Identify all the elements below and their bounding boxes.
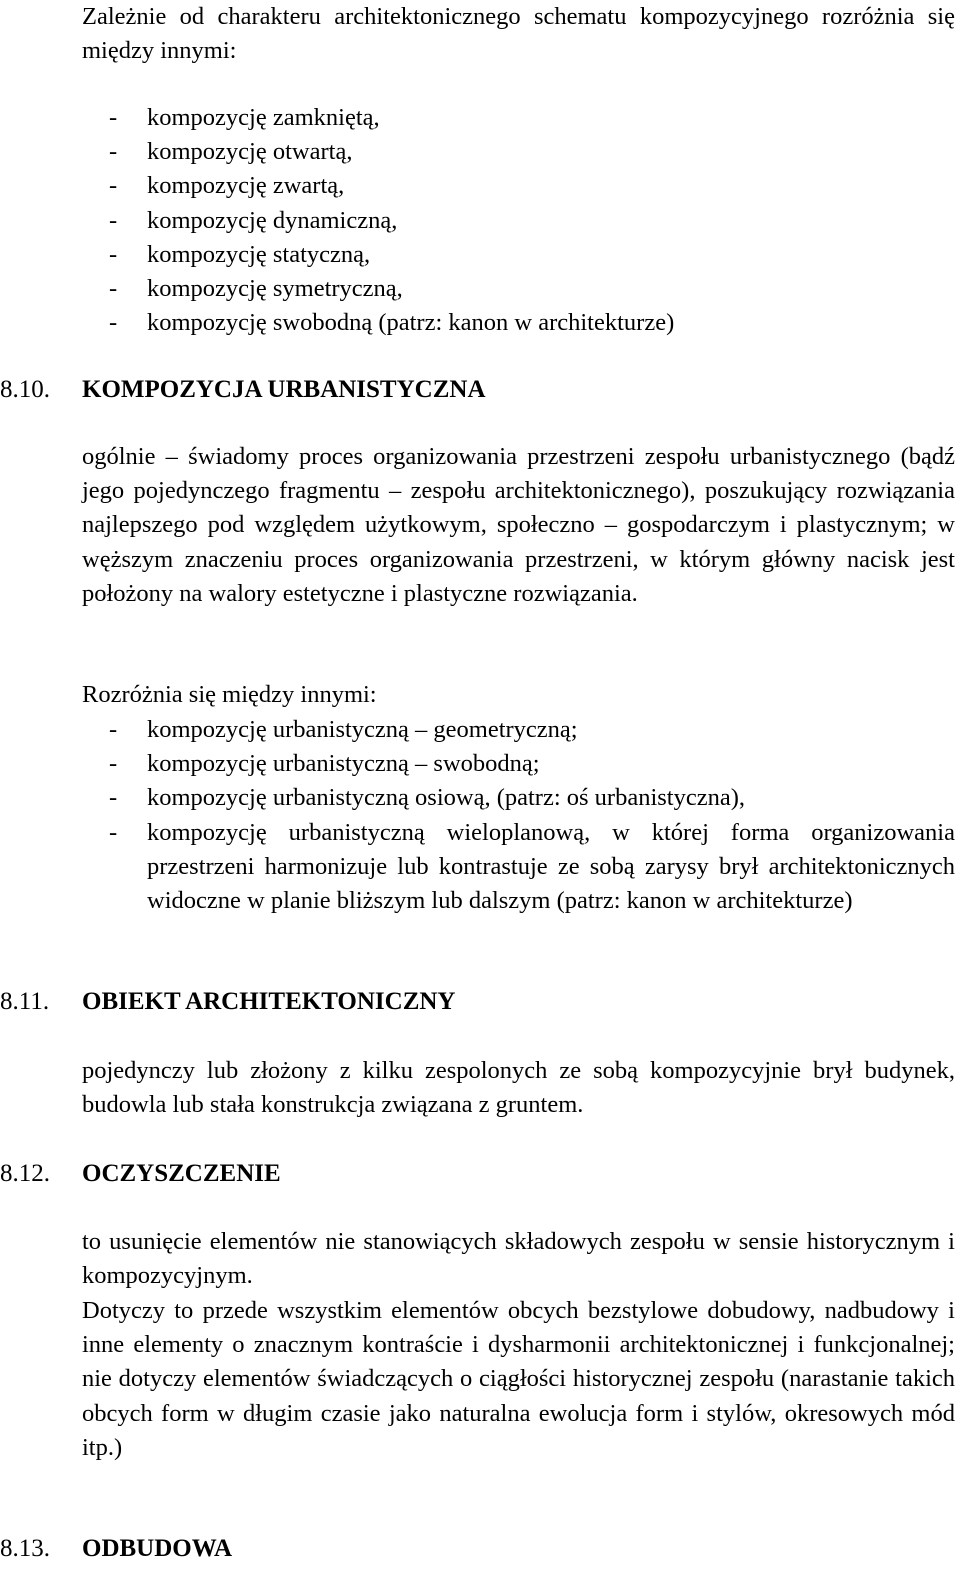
intro-paragraph: Zależnie od charakteru architektonicznego schematu kompozycyjnego rozróżnia się między innymi: xyxy=(82,3,955,65)
section-number: 8.10. xyxy=(0,376,50,403)
list-marker: - xyxy=(109,172,118,200)
list-item: - kompozycję urbanistyczną wieloplanową, w której forma organizowania przestrzeni harmonizuje lub kontrastuje ze sobą zarysy brył architektonicznych widoczne w planie bliższym lub dalszym (patrz: kanon w architekturze) xyxy=(109,816,955,919)
list-marker: - xyxy=(109,784,118,812)
list-item: - kompozycję urbanistyczną – geometryczną; xyxy=(109,713,955,747)
urban-composition-list xyxy=(109,713,955,918)
composition-types-list xyxy=(109,101,955,340)
list-item: - kompozycję symetryczną, xyxy=(109,272,955,306)
list-item: - kompozycję urbanistyczną – swobodną; xyxy=(109,747,955,781)
list-marker: - xyxy=(109,309,118,337)
list-marker: - xyxy=(109,818,118,846)
list-item: - kompozycję zamkniętą, xyxy=(109,101,955,135)
list-marker: - xyxy=(109,206,118,234)
list-marker: - xyxy=(109,275,118,303)
section-number: 8.12. xyxy=(0,1160,50,1187)
section-body: to usunięcie elementów nie stanowiących składowych zespołu w sensie historycznym i kompozycyjnym. xyxy=(82,1228,955,1290)
section-title: OCZYSZCZENIE xyxy=(82,1160,281,1187)
section-heading-8-12 xyxy=(0,1154,955,1194)
section-title: OBIEKT ARCHITEKTONICZNY xyxy=(82,988,456,1015)
section-number: 8.11. xyxy=(0,988,50,1015)
list-marker: - xyxy=(109,240,118,268)
list-item: - kompozycję zwartą, xyxy=(109,169,955,203)
list-marker: - xyxy=(109,104,118,131)
list-item: - kompozycję urbanistyczną osiową, (patrz: oś urbanistyczna), xyxy=(109,781,955,815)
section-title: ODBUDOWA xyxy=(82,1535,233,1562)
section-body: pojedynczy lub złożony z kilku zespolonych ze sobą kompozycyjnie brył budynek, budowla lub stała konstrukcja związana z gruntem. xyxy=(82,1057,955,1119)
section-title: KOMPOZYCJA URBANISTYCZNA xyxy=(82,376,486,403)
section-body: ogólnie – świadomy proces organizowania przestrzeni zespołu urbanistycznego (bądź jego pojedynczego fragmentu – zespołu architektonicznego), poszukujący rozwiązania najlepszego pod względem użytkowym, społeczno – gospodarczym i plastycznym; w węższym znaczeniu proces organizowania przestrzeni, w którym główny nacisk jest położony na walory estetyczne i plastyczne rozwiązania. xyxy=(82,443,955,607)
list-item: - kompozycję dynamiczną, xyxy=(109,204,955,238)
list-marker: - xyxy=(109,750,118,778)
section-heading-8-13 xyxy=(0,1529,955,1569)
list-item: - kompozycję swobodną (patrz: kanon w architekturze) xyxy=(109,306,955,340)
list-marker: - xyxy=(109,716,118,743)
section-body-continued: Dotyczy to przede wszystkim elementów obcych bezstylowe dobudowy, nadbudowy i inne elementy o znacznym kontraście i dysharmonii architektonicznej i funkcjonalnej; nie dotyczy elementów świadczących o ciągłości historycznej zespołu (narastanie takich obcych form w długim czasie jako naturalna ewolucja form i stylów, okresowych mód itp.) xyxy=(82,1297,955,1461)
section-number: 8.13. xyxy=(0,1535,50,1562)
list-marker: - xyxy=(109,138,118,166)
list-intro: Rozróżnia się między innymi: xyxy=(82,681,377,708)
section-heading-8-11 xyxy=(0,982,955,1022)
section-heading-8-10 xyxy=(0,370,955,410)
list-item: - kompozycję statyczną, xyxy=(109,238,955,272)
list-item: - kompozycję otwartą, xyxy=(109,135,955,169)
